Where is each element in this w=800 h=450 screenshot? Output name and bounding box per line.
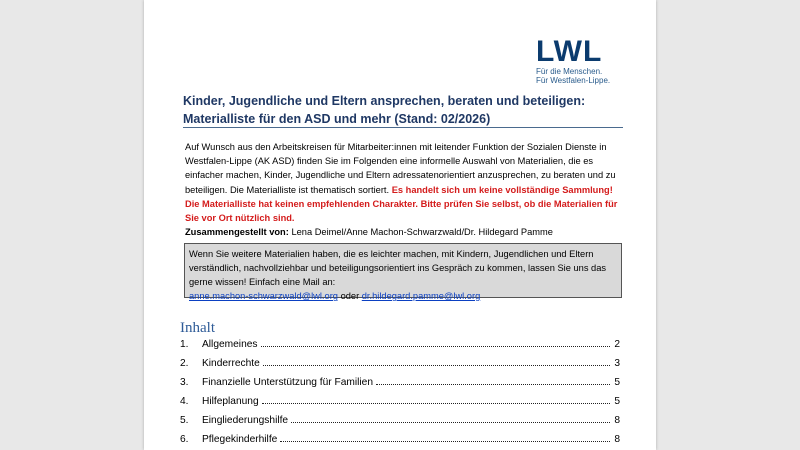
logo-tagline-2: Für Westfalen-Lippe. — [536, 76, 611, 85]
toc-number: 5. — [180, 415, 189, 426]
toc-entry[interactable] — [180, 434, 620, 450]
toc-leader — [261, 346, 611, 347]
contact-note-box — [184, 243, 622, 301]
toc-page-number: 5 — [614, 396, 620, 407]
toc-leader — [263, 365, 610, 366]
toc-entry[interactable] — [180, 396, 620, 415]
logo-tagline-1: Für die Menschen. — [536, 67, 603, 76]
toc-page-number: 2 — [614, 339, 620, 350]
toc-leader — [291, 422, 610, 423]
title-divider — [183, 127, 623, 128]
document-title — [183, 92, 633, 128]
toc-label: Hilfeplanung — [202, 396, 259, 407]
toc-number: 4. — [180, 396, 189, 407]
toc-label: Eingliederungshilfe — [202, 415, 289, 426]
toc-leader — [376, 384, 610, 385]
toc-heading: Inhalt — [180, 320, 215, 336]
logo-wordmark: LWL — [536, 35, 603, 68]
intro-paragraph — [185, 140, 625, 239]
toc-number: 6. — [180, 434, 189, 445]
toc-leader — [262, 403, 610, 404]
toc-entry[interactable] — [180, 358, 620, 377]
toc-label: Finanzielle Unterstützung für Familien — [202, 377, 373, 388]
toc-page-number: 5 — [614, 377, 620, 388]
title-line-2: Materialliste für den ASD und mehr (Stand: 02/2026) — [183, 112, 491, 126]
toc-entry[interactable] — [180, 377, 620, 396]
note-text: Wenn Sie weitere Materialien haben, die es leichter machen, mit Kindern, Jugendlichen und Eltern verständlich, nachvollziehbar und beteiligungsorientiert ins Gespräch zu kommen, lassen Sie uns das gerne wissen! Einfach eine Mail an: — [189, 249, 607, 287]
document-page — [144, 0, 656, 450]
email-link-pamme[interactable]: dr.hildegard.pamme@lwl.org — [361, 291, 481, 301]
email-link-machon[interactable]: anne.machon-schwarzwald@lwl.org — [189, 291, 338, 301]
lwl-logo — [536, 37, 610, 85]
toc-number: 2. — [180, 358, 189, 369]
note-connector: oder — [340, 291, 360, 301]
toc-page-number: 8 — [614, 415, 620, 426]
toc-number: 3. — [180, 377, 189, 388]
toc-page-number: 3 — [614, 358, 620, 369]
toc-label: Pflegekinderhilfe — [202, 434, 278, 445]
toc-label: Kinderrechte — [202, 358, 260, 369]
toc-page-number: 8 — [614, 434, 620, 445]
compiled-label: Zusammengestellt von: — [185, 227, 289, 238]
toc-entry[interactable] — [180, 339, 620, 358]
intro-text: Auf Wunsch aus den Arbeitskreisen für Mitarbeiter:innen mit leitender Funktion der Sozialen Dienste in Westfalen-Lippe (AK ASD) finden Sie im Folgenden eine informelle Auswahl von Materialien, die es einfacher machen, Kinder, Jugendliche und Eltern adressatenorientiert anzusprechen, zu beraten und zu beteiligen. Die Materialliste ist thematisch sortiert. — [185, 142, 616, 195]
toc-leader — [280, 441, 610, 442]
title-line-1: Kinder, Jugendliche und Eltern ansprechen, beraten und beteiligen: — [183, 94, 586, 108]
warning-text: Es handelt sich um keine vollständige Sammlung! Die Materialliste hat keinen empfehlenden Charakter. Bitte prüfen Sie selbst, ob die Materialien für Sie vor Ort nützlich sind. — [185, 184, 618, 224]
toc-number: 1. — [180, 339, 189, 350]
toc-label: Allgemeines — [202, 339, 258, 350]
compiled-names: Lena Deimel/Anne Machon-Schwarzwald/Dr. Hildegard Pamme — [291, 227, 553, 238]
toc-entry[interactable] — [180, 415, 620, 434]
table-of-contents — [180, 339, 620, 450]
